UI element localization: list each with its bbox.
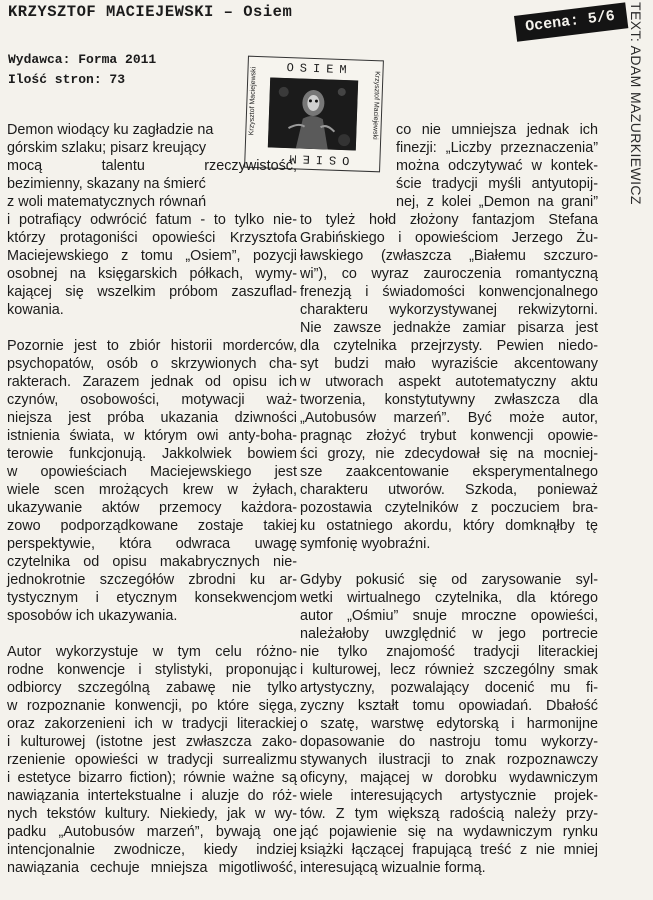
text-line: stywanych ilustracji to znak rozpoznawczy — [300, 752, 598, 768]
text-line: sze zaakcentowanie eksperymentalnego — [300, 464, 598, 480]
text-line: dopasowanie do nastroju tomu wykorzy- — [300, 734, 598, 750]
text-line: można odczytywać w kontek- — [396, 158, 598, 174]
text-line: Autor wykorzystuje w tym celu różno- — [7, 644, 297, 660]
text-line: charakteru wykorzystywanej rekwizytorni. — [300, 302, 598, 318]
text-line: pragnąc złożyć trybut konwencji opowie- — [300, 428, 598, 444]
paragraph-gap — [7, 319, 297, 337]
text-line: z woli matematycznych równań — [7, 194, 207, 210]
text-line: mocą talentu rzeczywistość; — [7, 158, 297, 174]
text-line: „Autobusów marzeń”. Być może autor, — [300, 410, 598, 426]
cover-author-right: Krzysztof Maciejewski — [371, 71, 381, 140]
text-line: pozostawia czytelników z poczuciem bra- — [300, 500, 598, 516]
text-line: książki łączącej frapującą treść z nie mniej — [300, 842, 598, 858]
text-line: zyczny kształt tomu opowiadań. Dbałość — [300, 698, 598, 714]
text-line: dla czytelnika przejrzysty. Pewien niedo- — [300, 338, 598, 354]
book-meta — [8, 50, 156, 90]
text-line: tystycznym i etycznym konsekwencjom — [7, 590, 297, 606]
text-line: co nie umniejsza jednak ich — [396, 122, 598, 138]
text-line: charakteru utworów. Szkoda, ponieważ — [300, 482, 598, 498]
text-line: ławskiego (zwłaszcza „Białemu szczuro- — [300, 248, 598, 264]
text-line: i kulturowej, lecz również szczególny smak — [300, 662, 598, 678]
text-line: nie tylko znajomość tradycji literackiej — [300, 644, 598, 660]
text-line: ście tradycji myśli antyutopij- — [396, 176, 598, 192]
text-line: oficyny, mającej w dorobku wydawniczym — [300, 770, 598, 786]
text-line: i kulturowej (istotne jest zwłaszcza zako- — [7, 734, 297, 750]
text-line: symfonię wyobraźni. — [300, 536, 431, 552]
page-count-line: Ilość stron: 73 — [8, 72, 126, 87]
text-line: kowania. — [7, 302, 64, 318]
text-line: jąć pojawienie się na wydawniczym rynku — [300, 824, 598, 840]
text-line: ści grozy, nie zdecydował się na mocniej- — [300, 446, 598, 462]
text-line: w opowieściach Maciejewskiego jest — [7, 464, 297, 480]
text-line: Demon wiodący ku zagładzie na — [7, 122, 214, 138]
paragraph-gap — [300, 553, 598, 571]
text-line: sposobów ich ukazywania. — [7, 608, 178, 624]
text-line: wetki wirtualnego czytelnika, dla którego — [300, 590, 598, 606]
text-line: rzenienie opowieści w tradycji surrealizmu — [7, 752, 297, 768]
text-line: zowo podporządkowane zostaje takiej — [7, 518, 297, 534]
text-line: nawiązania intertekstualne i aluzje do róż- — [7, 788, 297, 804]
text-line: nej, z kolei „Demon na grani” — [396, 194, 598, 210]
text-line: to tyleż hołd złożony fantazjom Stefana — [300, 212, 598, 228]
review-column-left — [7, 121, 297, 877]
text-line: artystyczny, pozwalający docenić mu fi- — [300, 680, 598, 696]
text-line: kającej się wszelkim próbom zaszuflad- — [7, 284, 297, 300]
text-line: Maciejewskiego z tomu „Osiem”, pozycji — [7, 248, 297, 264]
text-line: nych tekstów kultury. Niekiedy, jak w wy- — [7, 806, 297, 822]
cover-title-top: OSIEM — [286, 61, 353, 78]
text-line: istnienia świata, w którym owi anty-boha- — [7, 428, 297, 444]
text-line: tów. Z tym większą radością należy przy- — [300, 806, 598, 822]
text-line: Pozornie jest to zbiór historii morderców, — [7, 338, 297, 354]
text-line: czytelnika od opisu makabrycznych nie- — [7, 554, 297, 570]
text-line: w rozpoznanie konwencji, po które sięga, — [7, 698, 297, 714]
author-credit: TEXT: ADAM MAZURKIEWICZ — [628, 2, 644, 205]
text-line: należałoby uwzględnić w jego portrecie — [300, 626, 598, 642]
text-line: autor „Ośmiu” snuje mroczne opowieści, — [300, 608, 598, 624]
text-line: padku „Autobusów marzeń”, bywają one — [7, 824, 297, 840]
text-line: jednokrotnie szczegółów zbrodni ku ar- — [7, 572, 297, 588]
text-line: ukazywanie aktów przemocy każdora- — [7, 500, 297, 516]
paragraph-gap — [7, 625, 297, 643]
text-line: wi”), co wyraz zauroczenia romantyczną — [300, 266, 598, 282]
text-line: wiele interesujących artystycznie projek- — [300, 788, 598, 804]
text-line: wiele scen mrożących krew w żyłach, — [7, 482, 297, 498]
text-line: syt budzi mało wyraziście akcentowany — [300, 356, 598, 372]
publisher-line: Wydawca: Forma 2011 — [8, 52, 157, 67]
text-line: finezji: „Liczby przeznaczenia” — [396, 140, 598, 156]
text-line: perspektywie, która odwraca uwagę — [7, 536, 297, 552]
text-line: ku ostatniego akordu, który domknąłby tę — [300, 518, 598, 534]
text-line: i estetyce bizarro fiction); równie ważne są — [7, 770, 297, 786]
text-line: Grabińskiego i opowieściom Jerzego Żu- — [300, 230, 598, 246]
text-line: górskim szlaku; pisarz kreujący — [7, 140, 207, 156]
review-title: KRZYSZTOF MACIEJEWSKI – Osiem — [8, 3, 293, 21]
text-line: bezimienny, skazany na śmierć — [7, 176, 206, 192]
text-line: w utworach aspekt autotematyczny aktu — [300, 374, 598, 390]
text-line: którzy protagoniści opowieści Krzysztofa — [7, 230, 297, 246]
text-line: nawiązania cechuje mniejsza migotliwość, — [7, 860, 297, 876]
text-line: odbiorcy szczególną zabawę nie tylko — [7, 680, 297, 696]
cover-title-bottom: OSIEM — [283, 150, 350, 168]
text-line: oraz zakorzenieni ich w tradycji literackiej — [7, 716, 297, 732]
text-line: rakterach. Zarazem jednak od opisu ich — [7, 374, 297, 390]
text-line: Gdyby pokusić się od zarysowanie syl- — [300, 572, 598, 588]
text-line: psychopatów, osób o skrzywionych cha- — [7, 356, 297, 372]
text-line: intencjonalnie zwodnicze, kiedy indziej — [7, 842, 297, 858]
text-line: czynów, osobowości, motywacji waż- — [7, 392, 297, 408]
text-line: rodne konwencje i stylistyki, proponując — [7, 662, 297, 678]
text-line: Nie zawsze jednakże zamiar pisarza jest — [300, 320, 598, 336]
cover-author-left: Krzysztof Maciejewski — [248, 66, 258, 136]
text-line: terowie funkcjonują. Jakkolwiek bowiem — [7, 446, 297, 462]
text-line: osobnej na księgarskich półkach, wymy- — [7, 266, 297, 282]
text-line: interesującą wizualnie formą. — [300, 860, 486, 876]
text-line: i potrafiący odwrócić fatum - to tylko nie- — [7, 212, 297, 228]
text-line: niejsza jest próba ukazania dziwności — [7, 410, 297, 426]
rating-badge: Ocena: 5/6 — [514, 2, 628, 41]
review-column-right — [300, 121, 598, 877]
text-line: o szatę, warstwę edytorską i harmonijne — [300, 716, 598, 732]
text-line: tworzenia, konstytutywny zwłaszcza dla — [300, 392, 598, 408]
text-line: frenezją i świadomości konwencjonalnego — [300, 284, 598, 300]
